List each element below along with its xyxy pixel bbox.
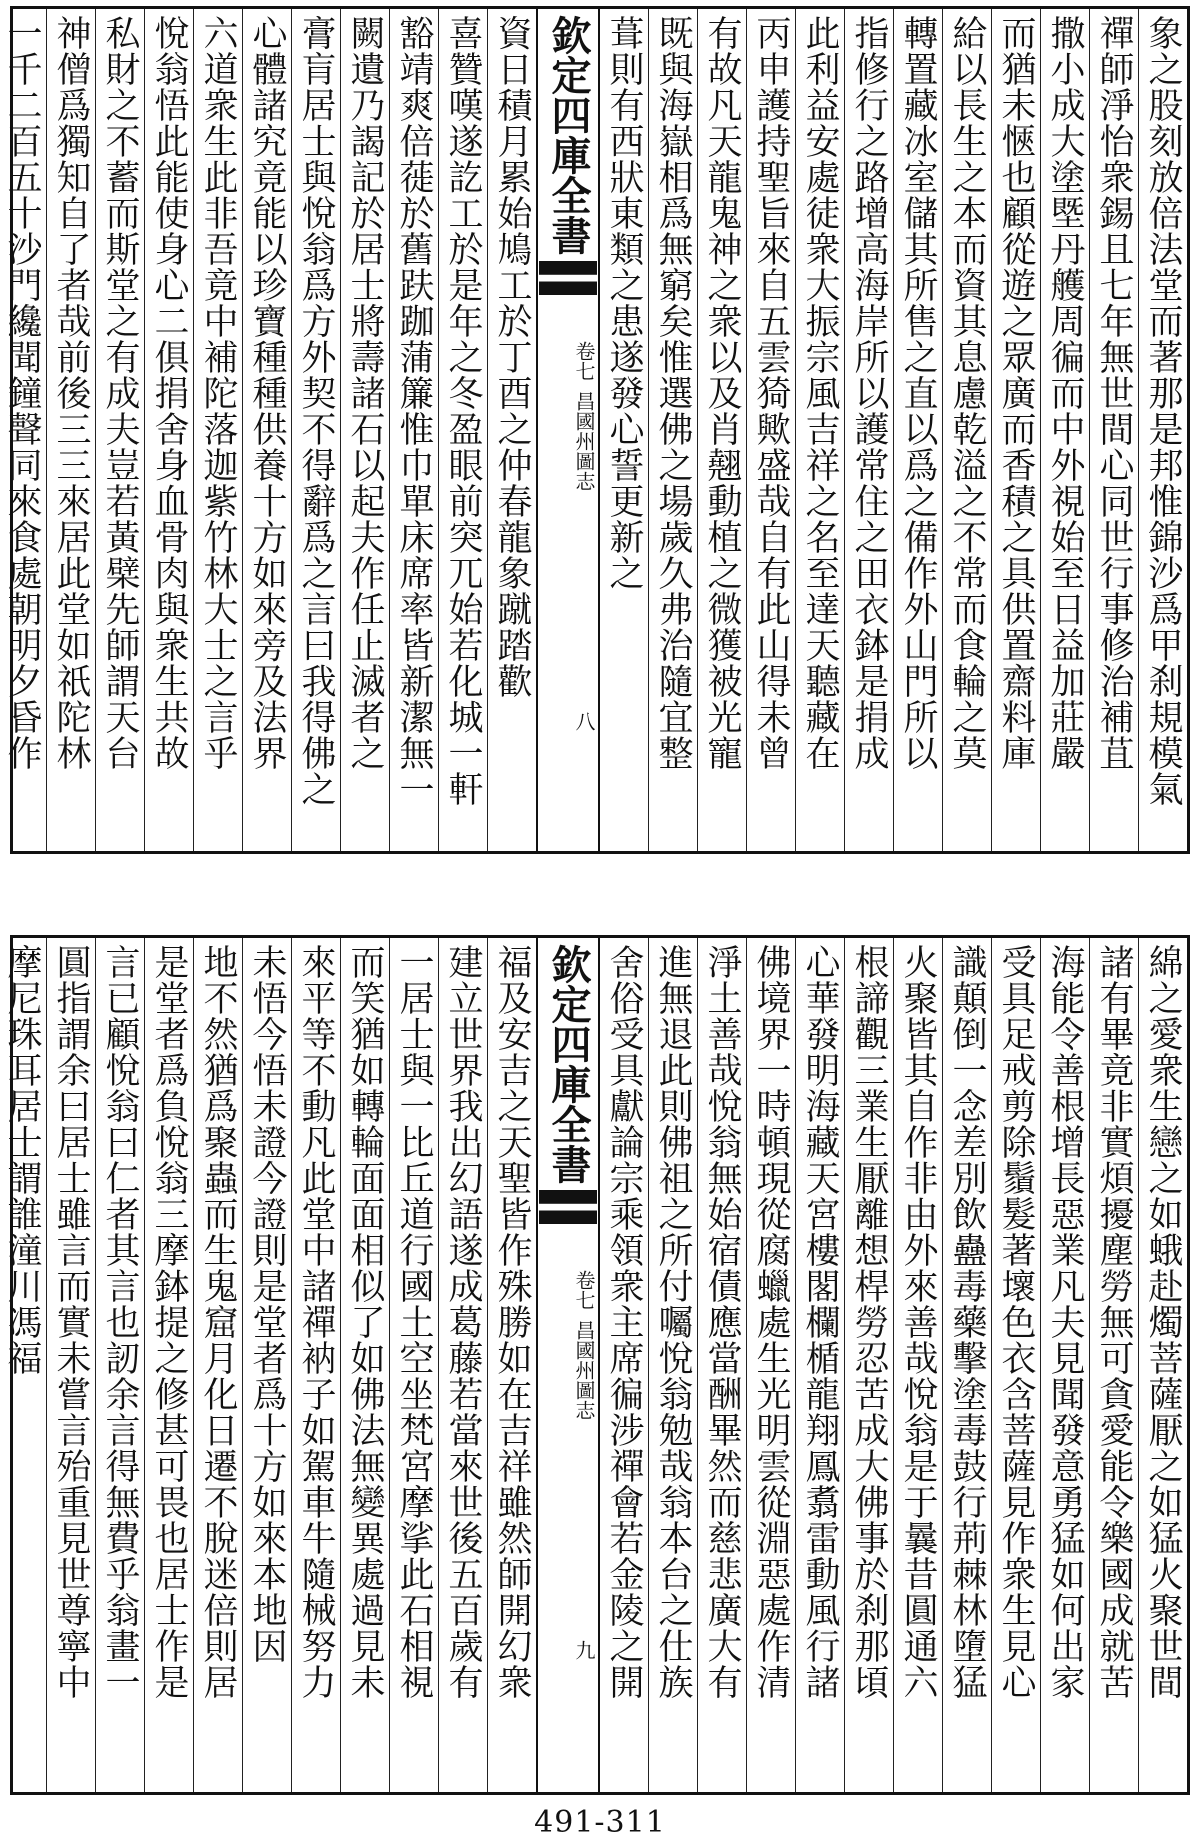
text-column: 進無退此則佛祖之所付囑悅翁勉哉翁本台之仕族: [648, 938, 697, 1792]
book-title: 欽定四庫全書: [545, 15, 592, 255]
text-column: 根諦觀三業生厭離想桿勞忍苦成大佛事於刹那頃: [844, 938, 893, 1792]
text-column: 淨土善哉悅翁無始宿債應當酬畢然而慈悲廣大有: [697, 938, 746, 1792]
text-column: 轉置藏冰室儲其所售之直以爲之備作外山門所以: [893, 9, 942, 851]
text-column: 象之股刻放倍法堂而著那是邦惟錦沙爲甲刹規模氣: [1138, 9, 1187, 851]
text-column: 綿之愛衆生戀之如蛾赴燭菩薩厭之如猛火聚世間: [1138, 938, 1187, 1792]
book-title: 欽定四庫全書: [545, 944, 592, 1184]
text-column: 悅翁悟此能使身心二俱捐舍身血骨肉與衆生共故: [144, 9, 193, 851]
text-column: 指修行之路增高海岸所以護常住之田衣鉢是捐成: [844, 9, 893, 851]
text-column: 是堂者爲負悅翁三摩鉢提之修甚可畏也居士作是: [144, 938, 193, 1792]
text-column: 心體諸究竟能以珍寶種種供養十方如來旁及法界: [242, 9, 291, 851]
text-column: 未悟今悟未證今證則是堂者爲十方如來本地因: [242, 938, 291, 1792]
page-center-column: [536, 9, 600, 851]
text-column: 建立世界我出幻語遂成葛藤若當來世後五百歲有: [438, 938, 487, 1792]
text-column: 受具足戒剪除鬚髮著壞色衣含菩薩見作衆生見心: [991, 938, 1040, 1792]
page-code: 491-311: [534, 1805, 666, 1840]
top-page: [2, 6, 1190, 854]
text-column: 葺則有西狀東類之患遂發心誓更新之: [604, 15, 644, 591]
text-column: 海能令善根增長惡業凡夫見聞發意勇猛如何出家: [1040, 938, 1089, 1792]
fish-tail-mark: [539, 261, 597, 295]
text-column: 諸有畢竟非實煩擾塵勞無可貪愛能令樂國成就苦: [1089, 938, 1138, 1792]
text-column: 福及安吉之天聖皆作殊勝如在吉祥雖然師開幻衆: [487, 938, 536, 1792]
text-column: 闕遺乃謁記於居士將壽諸石以起夫作任止滅者之: [340, 9, 389, 851]
fish-tail-mark: [539, 1190, 597, 1224]
gazetteer-label: 昌國州圖志: [572, 1320, 596, 1420]
top-right-block: [600, 9, 1187, 851]
text-column: 識顛倒一念差別飲蠱毒藥擊塗毒鼓行荊棘林墮猛: [942, 938, 991, 1792]
volume-label: 卷七: [572, 341, 596, 381]
page-number: 九: [572, 1640, 596, 1660]
bottom-right-block: [600, 938, 1187, 1792]
text-column: 喜贊嘆遂訖工於是年之冬盈眼前突兀始若化城一軒: [438, 9, 487, 851]
gazetteer-label: 昌國州圖志: [572, 391, 596, 491]
text-column: 撒小成大塗塈丹艧周徧而中外視始至日益加莊嚴: [1040, 9, 1089, 851]
text-column: 言已顧悅翁曰仁者其言也訒余言得無費乎翁畫一: [95, 938, 144, 1792]
page-center-column: [536, 938, 600, 1792]
text-column: 圓指謂余曰居士雖言而實未嘗言殆重見世尊寧中: [46, 938, 95, 1792]
text-column: 豁靖爽倍蓰於舊趺跏蒲簾惟巾單床席率皆新潔無一: [389, 9, 438, 851]
text-column: 此利益安處徒衆大振宗風吉祥之名至達天聽藏在: [795, 9, 844, 851]
bottom-page: [2, 935, 1190, 1795]
text-column: 來平等不動凡此堂中諸禪衲子如駕車牛隨械努力: [291, 938, 340, 1792]
text-column: 一居士與一比丘道行國土空坐梵宮摩挲此石相視: [389, 938, 438, 1792]
text-column: 而猶未愜也顧從遊之眾廣而香積之具供置齋料庫: [991, 9, 1040, 851]
text-column: 地不然猶爲聚蟲而生鬼窟月化日遷不脫迷倍則居: [193, 938, 242, 1792]
text-column: 丙申護持聖旨來自五雲猗歟盛哉自有此山得未曾: [746, 9, 795, 851]
text-column: 有故凡天龍鬼神之衆以及肖翹動植之微獲被光寵: [697, 9, 746, 851]
text-column: 私財之不蓄而斯堂之有成夫豈若黃檗先師謂天台: [95, 9, 144, 851]
text-column: 給以長生之本而資其息慮乾溢之不常而食輪之莫: [942, 9, 991, 851]
text-column: 佛境界一時頓現從腐蠟處生光明雲從淵惡處作清: [746, 938, 795, 1792]
text-column: 既與海嶽相爲無窮矣惟選佛之場歲久弗治隨宜整: [648, 9, 697, 851]
text-column: 膏肓居士與悅翁爲方外契不得辭爲之言曰我得佛之: [291, 9, 340, 851]
text-column: 資日積月累始鳩工於丁酉之仲春龍象蹴踏歡: [487, 9, 536, 851]
top-left-block: [0, 9, 536, 851]
bottom-left-block: [0, 938, 536, 1792]
text-column: 一千二百五十沙門纔聞鐘聲同來食處朝明夕昏作: [0, 9, 46, 851]
text-column: 六道衆生此非吾竟中補陀落迦紫竹林大士之言乎: [193, 9, 242, 851]
text-column: 舍俗受具獻論宗乘領衆主席徧涉禪會若金陵之開: [604, 944, 644, 1700]
text-column: 摩尼珠耳居士謂誰潼川馮福: [0, 938, 46, 1792]
text-column: 禪師淨怡衆錫且七年無世間心同世行事修治補苴: [1089, 9, 1138, 851]
volume-label: 卷七: [572, 1270, 596, 1310]
text-column: 火聚皆其自作非由外來善哉悅翁是于曩昔圓通六: [893, 938, 942, 1792]
text-column: 神僧爲獨知自了者哉前後三三來居此堂如祇陀林: [46, 9, 95, 851]
page-number: 八: [572, 711, 596, 731]
text-column: 心華發明海藏天宮樓閣欄楯龍翔鳳翥雷動風行諸: [795, 938, 844, 1792]
text-column: 而笑猶如轉輪面面相似了如佛法無變異處過見未: [340, 938, 389, 1792]
